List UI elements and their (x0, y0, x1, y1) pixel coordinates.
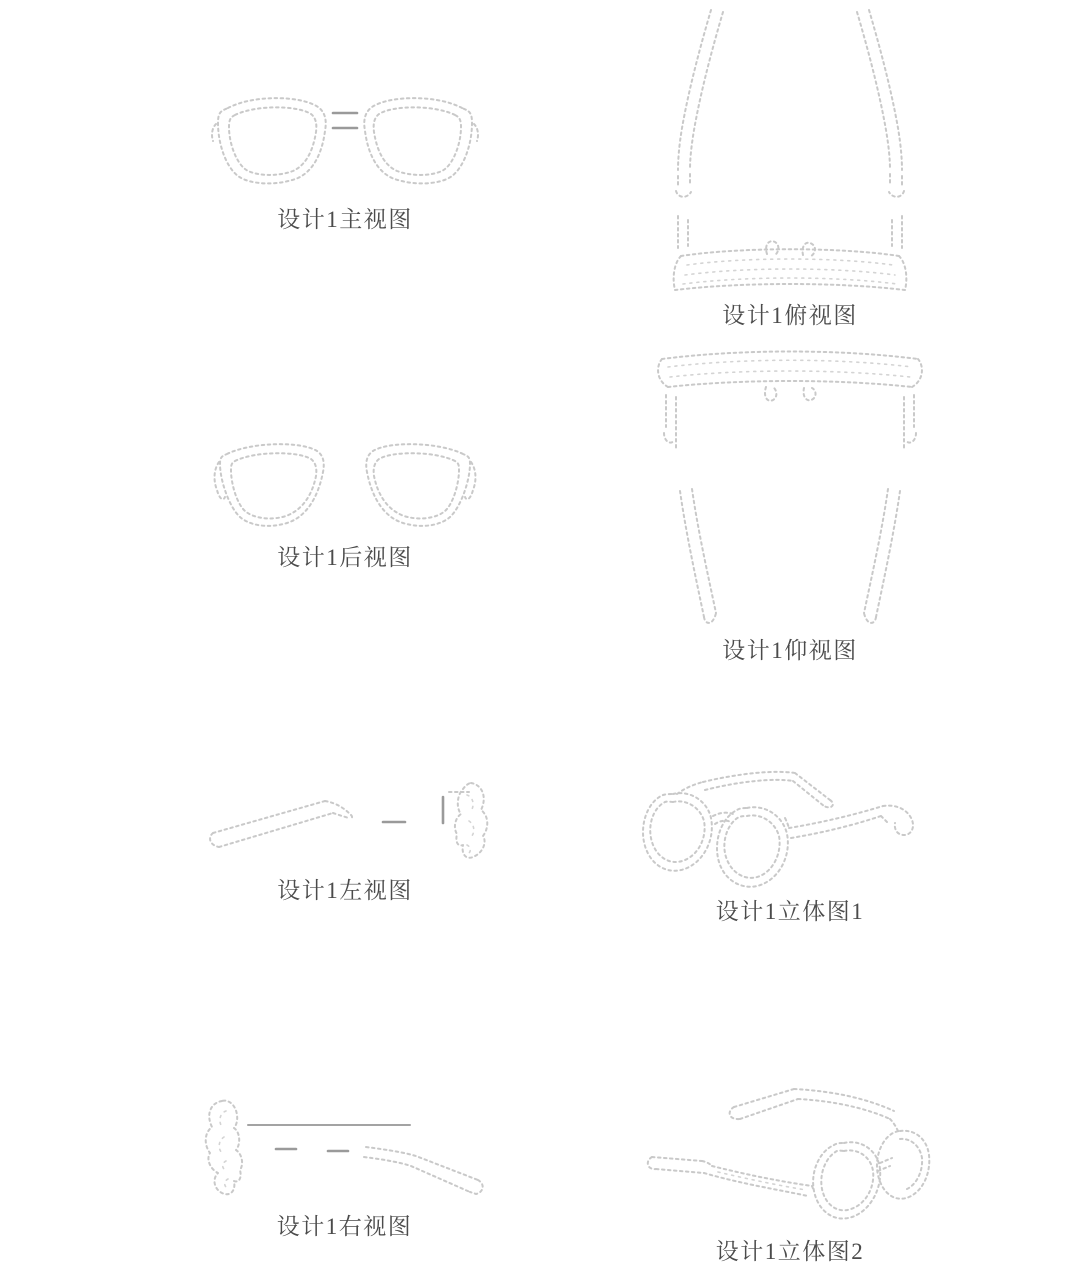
left-view-drawing (195, 765, 495, 873)
caption-bottom-view: 设计1仰视图 (722, 638, 858, 663)
caption-front-view: 设计1主视图 (277, 207, 413, 232)
view-perspective-2 (622, 1078, 958, 1265)
caption-perspective-2: 设计1立体图2 (715, 1239, 865, 1264)
caption-rear-view: 设计1后视图 (277, 545, 413, 570)
view-bottom (642, 345, 938, 664)
bottom-view-drawing (642, 345, 938, 633)
caption-left-view: 设计1左视图 (277, 878, 413, 903)
view-right (192, 1085, 497, 1240)
front-view-drawing (200, 82, 490, 202)
view-top (645, 2, 935, 329)
top-view-drawing (645, 2, 935, 298)
view-front (200, 82, 490, 233)
view-perspective-1 (625, 752, 955, 925)
caption-top-view: 设计1俯视图 (722, 303, 858, 328)
caption-right-view: 设计1右视图 (276, 1214, 413, 1239)
caption-perspective-1: 设计1立体图1 (715, 899, 865, 924)
view-rear (205, 428, 485, 571)
perspective-2-drawing (622, 1078, 958, 1234)
view-left (195, 765, 495, 904)
rear-view-drawing (205, 428, 485, 540)
perspective-1-drawing (625, 752, 955, 894)
right-view-drawing (192, 1085, 497, 1209)
